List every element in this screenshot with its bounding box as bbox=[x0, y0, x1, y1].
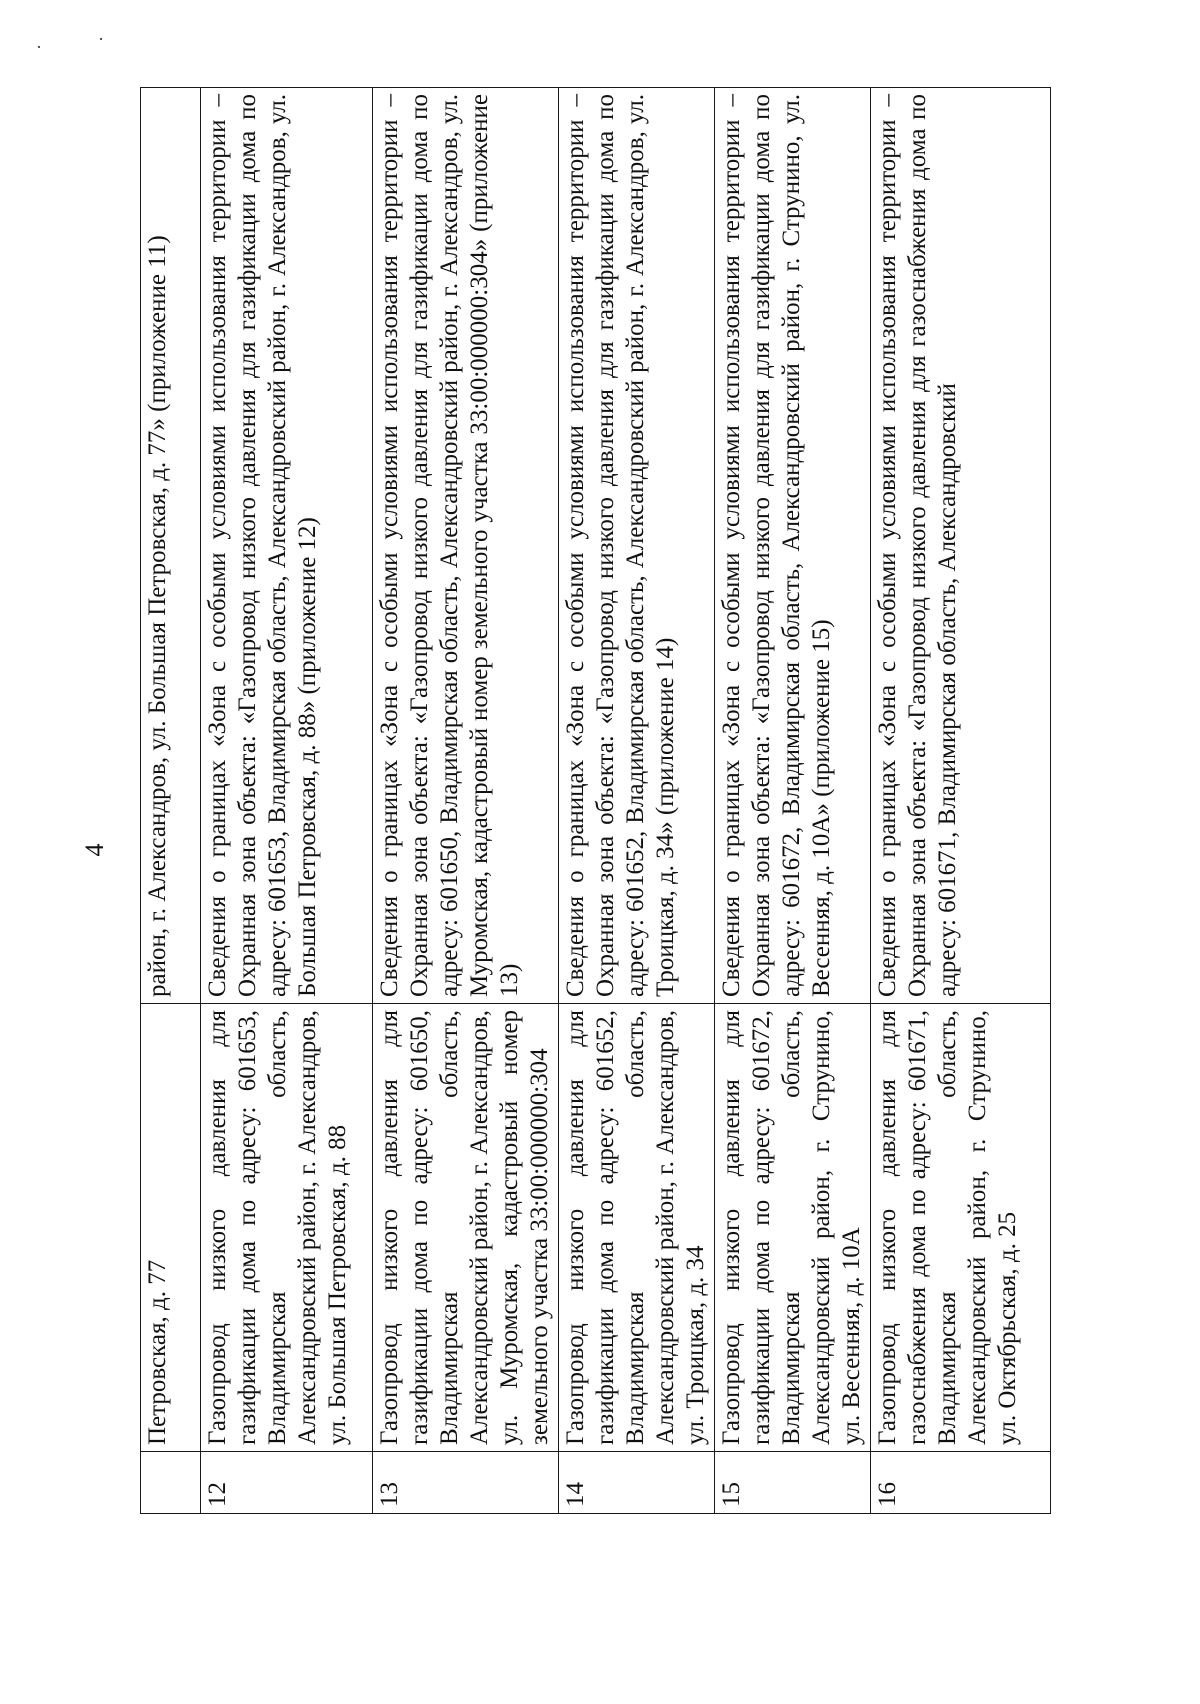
boundary-info-cell: Сведения о границах «Зона с особыми условиями использования территории – Охранная зона объекта: «Газопровод низкого давления для газификации дома по адресу: 601650, Владимирская область, Александровский район, г. Александров, ул. Муромская, кадастровый номер земельного участка 33:00:000000:304» (приложение 13) bbox=[373, 88, 559, 1004]
table-row bbox=[201, 88, 373, 1514]
object-name-cell: Газопровод низкого давления для газоснабжения дома по адресу: 601671, Владимирская область, Александровский район, г. Струнино, ул. Октябрьская, д. 25 bbox=[871, 1004, 1051, 1452]
table-row bbox=[715, 88, 871, 1514]
row-number-cell: 16 bbox=[871, 1452, 1051, 1514]
object-name-cell: Газопровод низкого давления для газификации дома по адресу: 601652, Владимирская область, Александровский район, г. Александров, ул. Троицкая, д. 34 bbox=[559, 1004, 715, 1452]
row-number-cell: 14 bbox=[559, 1452, 715, 1514]
object-name-cell: Газопровод низкого давления для газификации дома по адресу: 601650, Владимирская область, Александровский район, г. Александров, ул. Муромская, кадастровый номер земельного участка 33:00:000000:304 bbox=[373, 1004, 559, 1452]
table-frame bbox=[140, 88, 1050, 1514]
object-name-cell: Петровская, д. 77 bbox=[141, 1004, 201, 1452]
boundary-info-cell: Сведения о границах «Зона с особыми условиями использования территории – Охранная зона объекта: «Газопровод низкого давления для газификации дома по адресу: 601652, Владимирская область, Александровский район, г. Александров, ул. Троицкая, д. 34» (приложение 14) bbox=[559, 88, 715, 1004]
object-name-cell: Газопровод низкого давления для газификации дома по адресу: 601672, Владимирская область, Александровский район, г. Струнино, ул. Весенняя, д. 10А bbox=[715, 1004, 871, 1452]
boundary-info-cell: Сведения о границах «Зона с особыми условиями использования территории – Охранная зона объекта: «Газопровод низкого давления для газоснабжения дома по адресу: 601671, Владимирская область, Александровский bbox=[871, 88, 1051, 1004]
scan-speck bbox=[100, 38, 102, 40]
scan-speck bbox=[38, 46, 40, 48]
row-number-cell: 12 bbox=[201, 1452, 373, 1514]
table-row bbox=[141, 88, 201, 1514]
table-row bbox=[871, 88, 1051, 1514]
row-number-cell: 13 bbox=[373, 1452, 559, 1514]
rotated-table-container bbox=[140, 88, 1050, 1514]
boundary-info-cell: Сведения о границах «Зона с особыми условиями использования территории – Охранная зона объекта: «Газопровод низкого давления для газификации дома по адресу: 601653, Владимирская область, Александровский район, г. Александров, ул. Большая Петровская, д. 88» (приложение 12) bbox=[201, 88, 373, 1004]
row-number-cell bbox=[141, 1452, 201, 1514]
boundary-info-cell: Сведения о границах «Зона с особыми условиями использования территории – Охранная зона объекта: «Газопровод низкого давления для газификации дома по адресу: 601672, Владимирская область, Александровский район, г. Струнино, ул. Весенняя, д. 10А» (приложение 15) bbox=[715, 88, 871, 1004]
row-number-cell: 15 bbox=[715, 1452, 871, 1514]
object-name-cell: Газопровод низкого давления для газификации дома по адресу: 601653, Владимирская область, Александровский район, г. Александров, ул. Большая Петровская, д. 88 bbox=[201, 1004, 373, 1452]
table-row bbox=[373, 88, 559, 1514]
boundary-info-cell: район, г. Александров, ул. Большая Петровская, д. 77» (приложение 11) bbox=[141, 88, 201, 1004]
registry-table bbox=[140, 87, 1051, 1514]
table-row bbox=[559, 88, 715, 1514]
page-number: 4 bbox=[80, 843, 109, 857]
